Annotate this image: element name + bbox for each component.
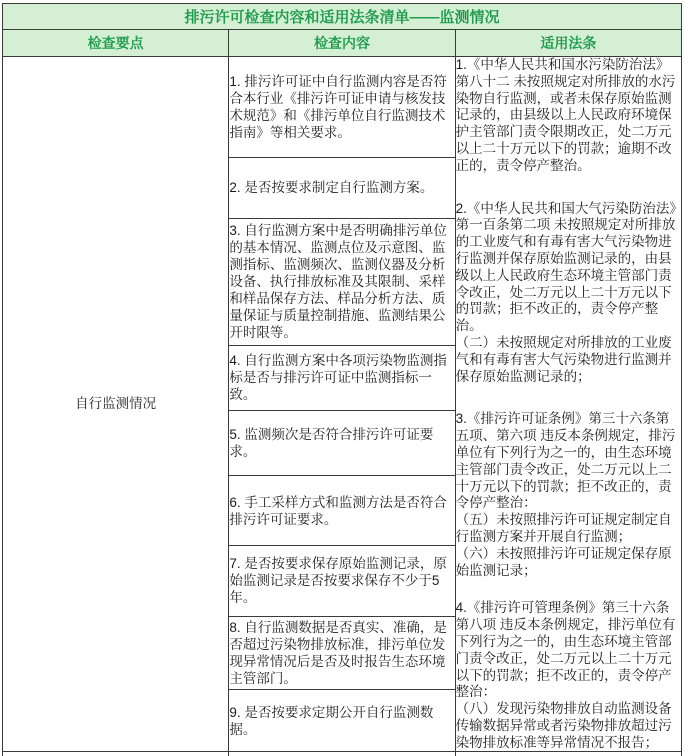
legal-item-1: 1.《中华人民共和国水污染防治法》第八十二 未按照规定对所排放的水污染物自行监测，或者未保存原始监测记录的，由县级以上人民政府环境保护主管部门责令限期改正，处二万元以上二十万元以下的罚款；逾期不改正的，责令停产整治。 [455, 57, 676, 173]
inspection-table [2, 3, 682, 756]
table-title: 排污许可检查内容和适用法条清单——监测情况 [3, 4, 682, 30]
legal-provisions-cell [455, 57, 681, 752]
key-point-cell: 自行监测情况 [3, 57, 229, 752]
table-header-row [3, 30, 682, 57]
inspection-item-5: 5. 监测频次是否符合排污许可证要求。 [229, 410, 455, 476]
inspection-item-6: 6. 手工采样方式和监测方法是否符合排污许可证要求。 [229, 476, 455, 546]
partial-cell-right [455, 752, 681, 756]
inspection-item-3: 3. 自行监测方案中是否明确排污单位的基本情况、监测点位及示意图、监测指标、监测频次、监测仪器及分析设备、执行排放标准及其限制、采样和样品保存方法、样品分析方法、质量保证与质量控制措施、监测结果公开时限等。 [229, 218, 455, 345]
partial-next-row [3, 752, 682, 756]
inspection-item-2: 2. 是否按要求制定自行监测方案。 [229, 157, 455, 218]
table-row [3, 57, 682, 158]
legal-item-4-sub-8: （八）发现污染物排放自动监测设备传输数据异常或者污染物排放超过污染物排放标准等异常情况不报告； [455, 701, 672, 750]
inspection-item-8: 8. 自行监测数据是否真实、准确，是否超过污染物排放标准，排污单位发现异常情况后是否及时报告生态环境主管部门。 [229, 616, 455, 689]
table-title-row [3, 4, 682, 30]
legal-item-2-sub: （二）未按照规定对所排放的工业废气和有毒有害大气污染物进行监测并保存原始监测记录的； [455, 334, 672, 384]
partial-cell-middle [229, 752, 455, 756]
legal-item-4: 4.《排污许可管理条例》第三十六条第八项 违反本条例规定，排污单位有下列行为之一的，由生态环境主管部门责令改正，处二万元以上二十万元以下的罚款；拒不改正的，责令停产整治： [455, 600, 676, 700]
inspection-item-1: 1. 排污许可证中自行监测内容是否符合本行业《排污许可证申请与核发技术规范》和《排污单位自行监测技术指南》等相关要求。 [229, 57, 455, 158]
legal-item-3-sub-6: （六）未按照排污许可证规定保存原始监测记录； [455, 545, 672, 578]
header-applicable-laws: 适用法条 [455, 30, 681, 57]
header-check-content: 检查内容 [229, 30, 455, 57]
inspection-item-4: 4. 自行监测方案中各项污染物监测指标是否与排污许可证中监测指标一致。 [229, 345, 455, 410]
inspection-item-7: 7. 是否按要求保存原始监测记录，原始监测记录是否按要求保存不少于5年。 [229, 546, 455, 617]
header-check-points: 检查要点 [3, 30, 229, 57]
legal-item-2: 2.《中华人民共和国大气污染防治法》第一百条第二项 未按照规定对所排放的工业废气和有毒有害大气污染物进行监测并保存原始监测记录的，由县级以上人民政府生态环境主管部门责令改正，处二万元以上二十万元以下的罚款；拒不改正的，责令停产整治。 [455, 200, 677, 334]
inspection-item-9: 9. 是否按要求定期公开自行监测数据。 [229, 689, 455, 752]
legal-item-3: 3.《排污许可证条例》第三十六条第五项、第六项 违反本条例规定，排污单位有下列行为之一的，由生态环境主管部门责令改正，处二万元以上二十万元以下的罚款；拒不改正的，责令停产整治： [455, 411, 676, 511]
legal-item-3-sub-5: （五）未按照排污许可证规定制定自行监测方案并开展自行监测； [455, 512, 672, 544]
partial-cell-left [3, 752, 229, 756]
